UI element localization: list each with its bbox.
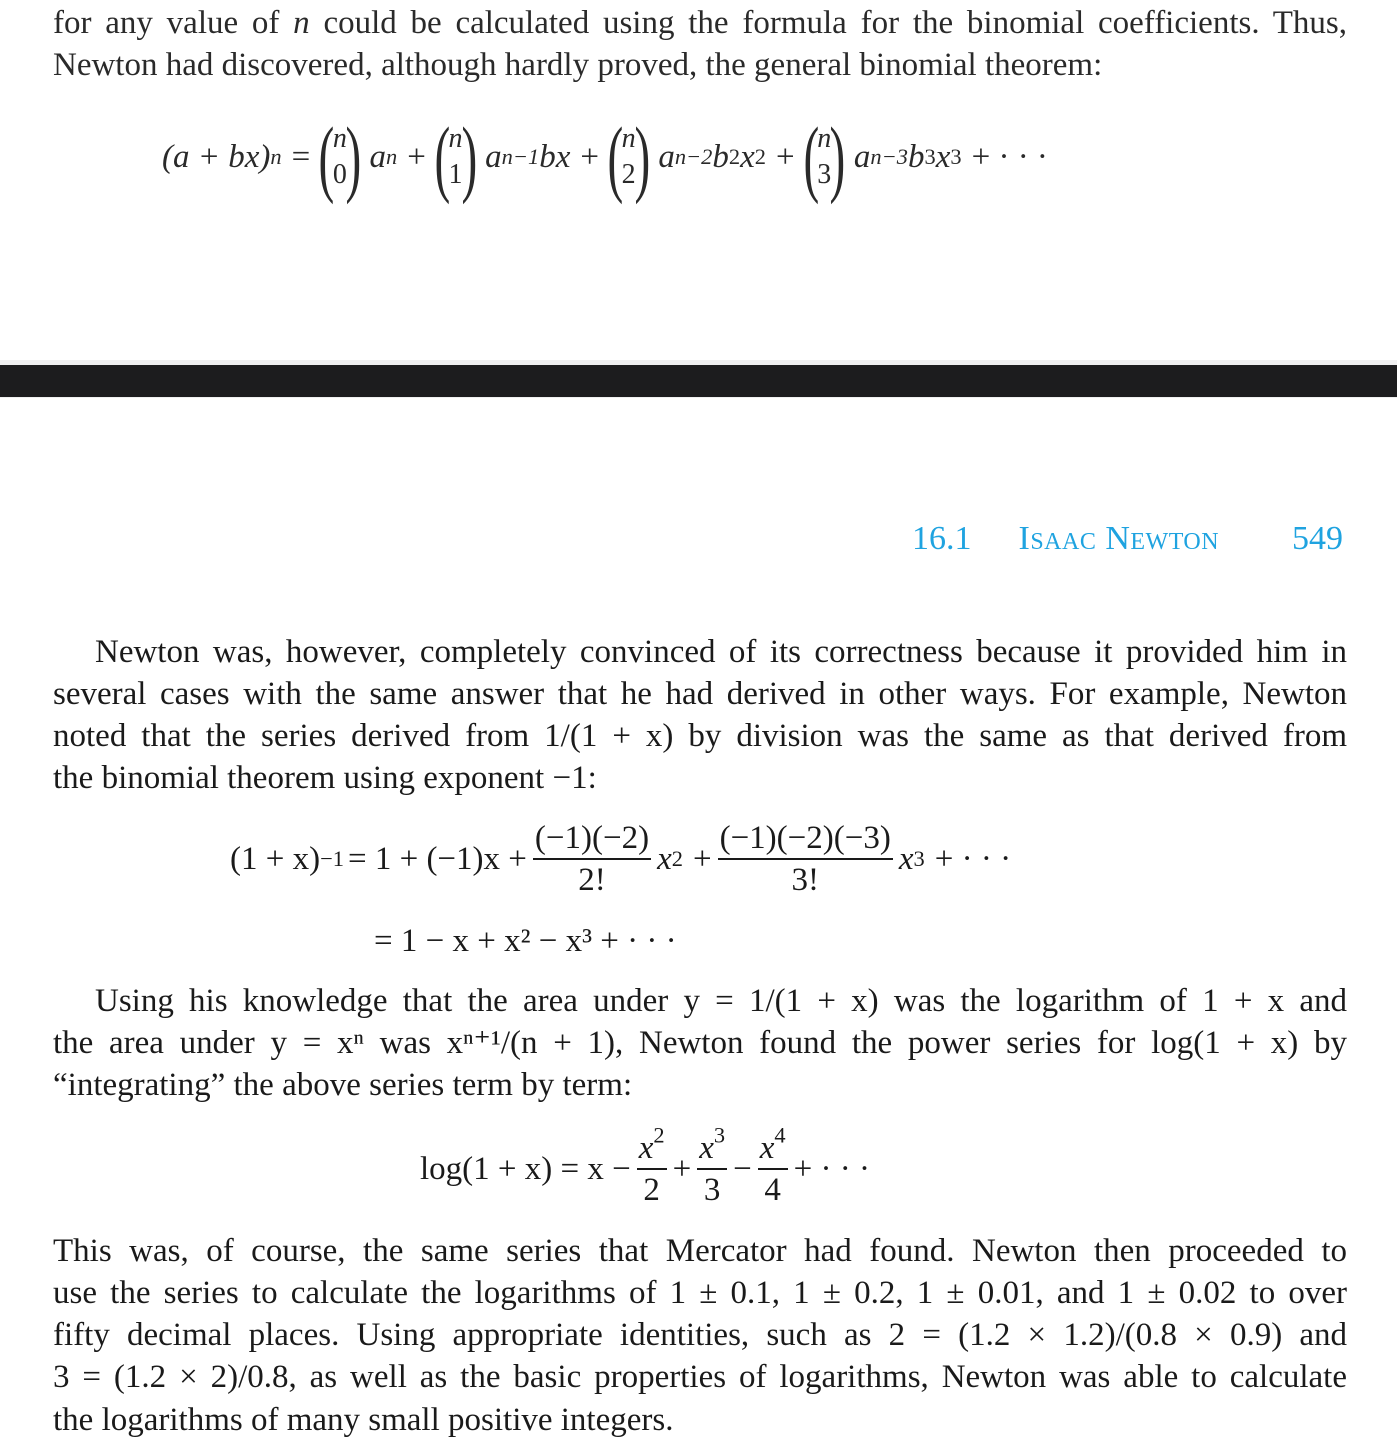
text-line: 3 = (1.2 × 2)/0.8, as well as the basic properties of logarithms, Newton was able to calculate: [53, 1359, 1347, 1395]
text-line: for any value of n could be calculated using the formula for the binomial coefficients. Thus,: [53, 5, 1348, 41]
section-number: 16.1: [912, 520, 972, 557]
fraction: $\frac{(-1)(-2)(-3)}{3!}$: [719, 820, 891, 898]
text-line: fifty decimal places. Using appropriate identities, such as 2 = (1.2 × 1.2)/(0.8 × 0.9) and: [53, 1317, 1347, 1353]
fraction: $\frac{x^3}{3}$: [699, 1122, 726, 1208]
text-line: the logarithms of many small positive integers.: [53, 1402, 674, 1438]
text-line: noted that the series derived from 1/(1 + x) by division was the same as that derived from: [53, 718, 1347, 754]
series-equation-line-1: (1 + x) −1 = 1 + (−1)x + $\frac{(-1)(-2)}{2!}$ x 2 + $\frac{(-1)(-2)(-3)}{3!}$ x 3 + · · ·: [230, 820, 1012, 898]
binomial-coefficient: ( n 3 ): [803, 109, 846, 205]
text-line: Newton was, however, completely convinced of its correctness because it provided him in: [95, 634, 1347, 670]
page-number: 549: [1292, 520, 1343, 557]
text-line: several cases with the same answer that he had derived in other ways. For example, Newton: [53, 676, 1347, 712]
text-line: “integrating” the above series term by term:: [53, 1067, 633, 1103]
series-equation-line-2: = 1 − x + x² − x³ + · · ·: [374, 923, 677, 959]
text-line: the binomial theorem using exponent −1:: [53, 760, 597, 796]
binomial-theorem-equation: (a + bx) n = ( n 0 ) a n + ( n 1 ) a n−1 bx + ( n 2 ) a n−2 b 2 x 2 + ( n 3 ) a n−3 b 3 x 3 + · · ·: [162, 109, 1048, 205]
binomial-coefficient: ( n 0 ): [318, 109, 362, 205]
text-line: use the series to calculate the logarithms of 1 ± 0.1, 1 ± 0.2, 1 ± 0.01, and 1 ± 0.02 to over: [53, 1275, 1347, 1311]
text-line: Using his knowledge that the area under y = 1/(1 + x) was the logarithm of 1 + x and: [95, 983, 1347, 1019]
log-series-equation: log(1 + x) = x − $\frac{x^2}{2}$ + $\frac{x^3}{3}$ − $\frac{x^4}{4}$ + · · ·: [420, 1122, 870, 1208]
fraction: $\frac{(-1)(-2)}{2!}$: [534, 820, 650, 898]
previous-page: [0, 0, 1397, 360]
binomial-coefficient: ( n 2 ): [607, 109, 650, 205]
text-line: This was, of course, the same series that Mercator had found. Newton then proceeded to: [53, 1233, 1347, 1269]
fraction: $\frac{x^4}{4}$: [759, 1122, 786, 1208]
fraction: $\frac{x^2}{2}$: [638, 1122, 665, 1208]
running-header: [912, 520, 1219, 558]
section-title: Isaac Newton: [1018, 520, 1220, 557]
text-line: Newton had discovered, although hardly proved, the general binomial theorem:: [53, 47, 1103, 83]
text-line: the area under y = xⁿ was xⁿ⁺¹/(n + 1), Newton found the power series for log(1 + x) by: [53, 1025, 1347, 1061]
binomial-coefficient: ( n 1 ): [434, 109, 477, 205]
page-separator-bar: [0, 365, 1397, 397]
